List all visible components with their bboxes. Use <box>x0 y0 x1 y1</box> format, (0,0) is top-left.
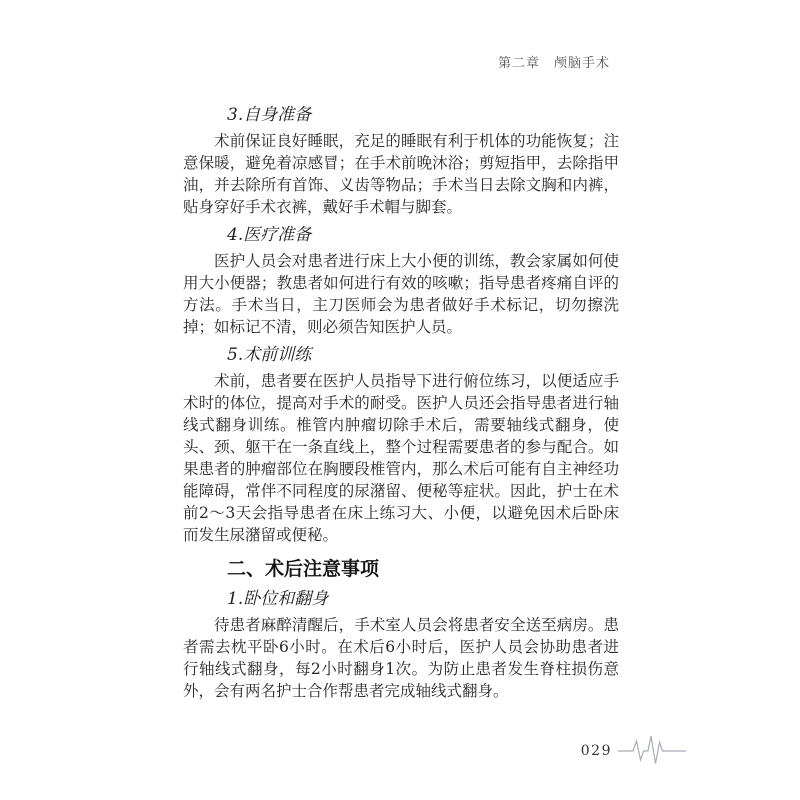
paragraph-position-and-turning: 待患者麻醉清醒后，手术室人员会将患者安全送至病房。患者需去枕平卧6小时。在术后6小时后，医护人员会协助患者进行轴线式翻身，每2小时翻身1次。为防止患者发生脊柱损伤意外，会有两名护士合作帮患者完成轴线式翻身。 <box>183 616 619 700</box>
subheading-preop-training: 5.术前训练 <box>227 345 312 365</box>
subheading-medical-preparation: 4.医疗准备 <box>227 225 312 245</box>
paragraph-preop-training: 术前，患者要在医护人员指导下进行俯位练习，以便适应手术时的体位，提高对手术的耐受。医护人员还会指导患者进行轴线式翻身训练。椎管内肿瘤切除手术后，需要轴线式翻身，使头、颈、躯干在一条直线上，整个过程需要患者的参与配合。如果患者的肿瘤部位在胸腰段椎管内，那么术后可能有自主神经功能障碍，常伴不同程度的尿潴留、便秘等症状。因此，护士在术前2～3天会指导患者在床上练习大、小便，以避免因术后卧床而发生尿潴留或便秘。 <box>183 372 619 544</box>
paragraph-self-preparation: 术前保证良好睡眠，充足的睡眠有利于机体的功能恢复；注意保暖，避免着凉感冒；在手术前晚沐浴；剪短指甲，去除指甲油，并去除所有首饰、义齿等物品；手术当日去除文胸和内裤，贴身穿好手术衣裤，戴好手术帽与脚套。 <box>183 132 619 216</box>
page-footer <box>581 734 686 768</box>
ecg-pulse-icon <box>618 734 686 768</box>
page-content <box>183 98 619 702</box>
section-heading-postop-notes: 二、术后注意事项 <box>227 558 380 580</box>
paragraph-medical-preparation: 医护人员会对患者进行床上大小便的训练，教会家属如何使用大小便器；教患者如何进行有效的咳嗽；指导患者疼痛自评的方法。手术当日，主刀医师会为患者做好手术标记，切勿擦洗掉；如标记不清，则必须告知医护人员。 <box>183 252 619 336</box>
subheading-position-and-turning: 1.卧位和翻身 <box>227 589 329 609</box>
subheading-self-preparation: 3.自身准备 <box>227 105 312 125</box>
running-header-chapter-title: 第二章 颅脑手术 <box>497 56 610 71</box>
page-number: 029 <box>580 743 612 759</box>
